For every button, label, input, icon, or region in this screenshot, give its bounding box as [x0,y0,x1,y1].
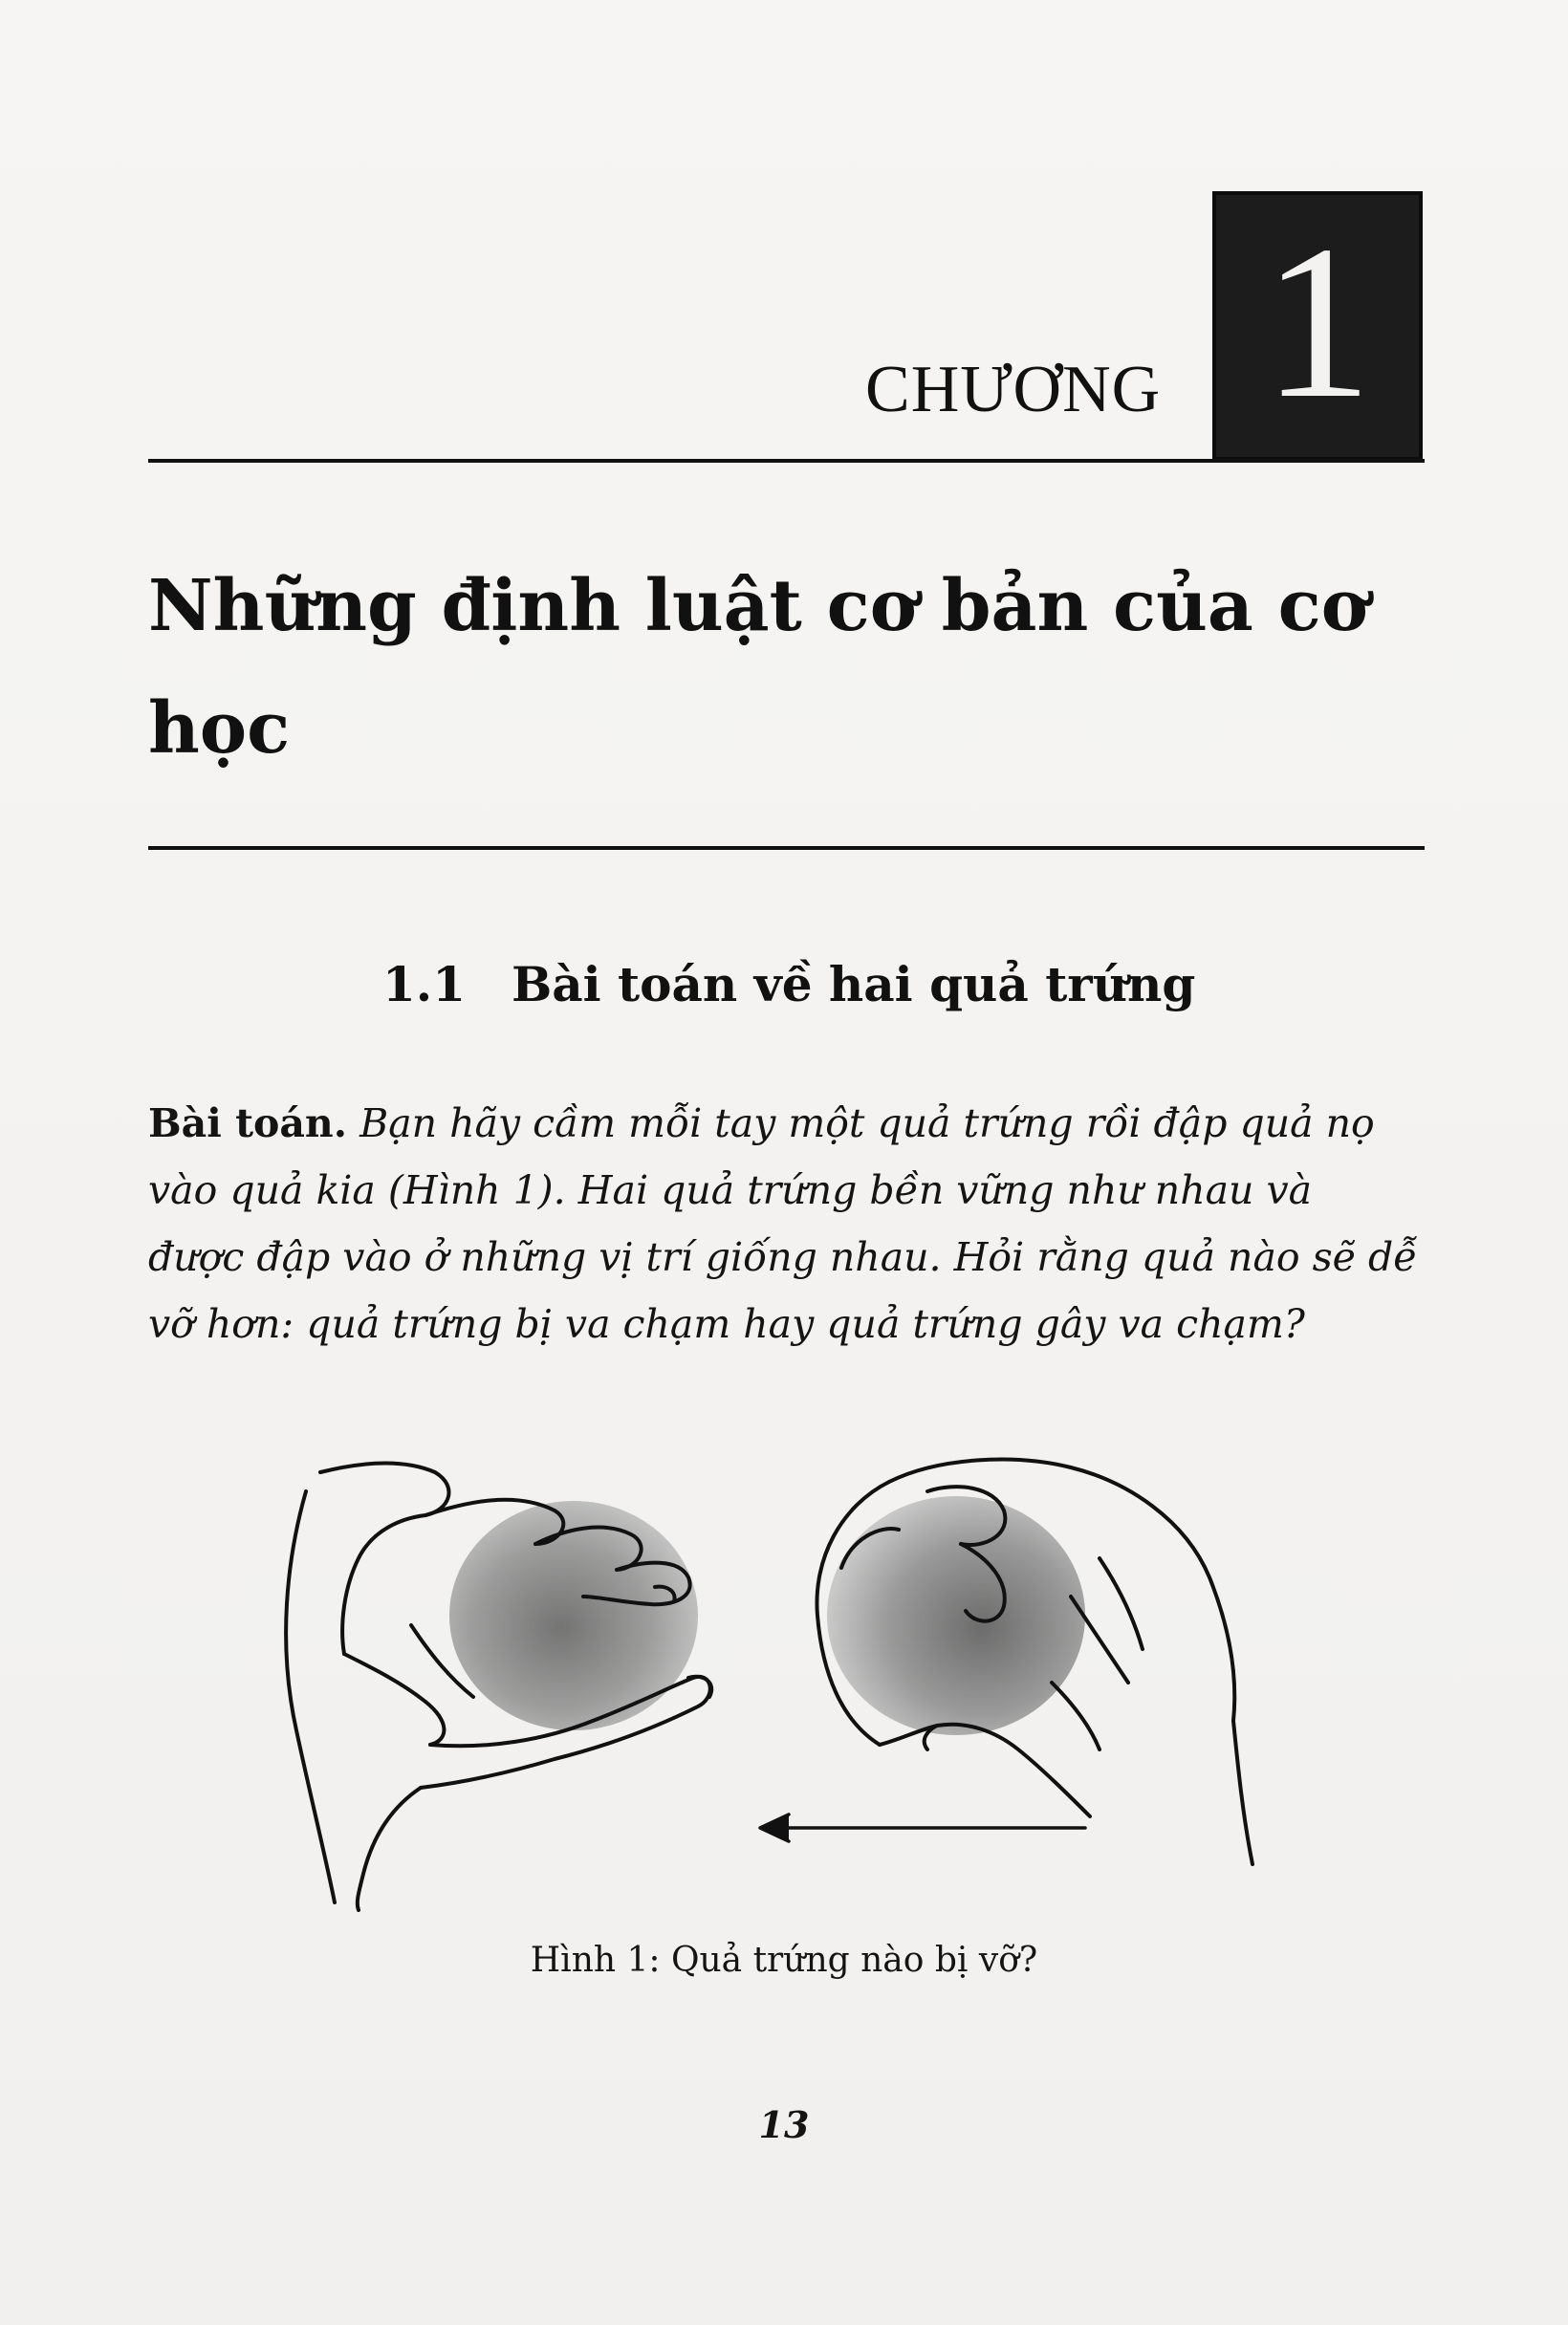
problem-paragraph [148,1090,1420,1358]
chapter-title: Những định luật cơ bản của cơ học [148,565,1368,770]
chapter-number-box [1212,191,1423,461]
hands-holding-eggs-icon [268,1453,1319,1912]
problem-label: Bài toán. [148,1100,348,1146]
header-rule [148,459,1425,463]
chapter-label: CHƯƠNG [865,353,1162,426]
figure-caption: Hình 1: Quả trứng nào bị vỡ? [530,1941,1038,1980]
chapter-number: 1 [1262,200,1373,444]
problem-text: Bạn hãy cầm mỗi tay một quả trứng rồi đập quả nọ vào quả kia (Hình 1). Hai quả trứng bền vững như nhau và được đập vào ở những vị trí giống nhau. Hỏi rằng quả nào sẽ dễ vỡ hơn: quả trứng bị va chạm hay quả trứng gây va chạm? [148,1100,1418,1347]
left-egg [449,1501,698,1730]
section-title: Bài toán về hai quả trứng [512,956,1196,1012]
page-number: 13 [758,2103,810,2146]
title-rule [148,846,1425,850]
section-heading [382,956,1195,1012]
motion-arrow [760,1814,1085,1841]
section-number: 1.1 [382,956,466,1012]
right-egg [827,1496,1085,1735]
